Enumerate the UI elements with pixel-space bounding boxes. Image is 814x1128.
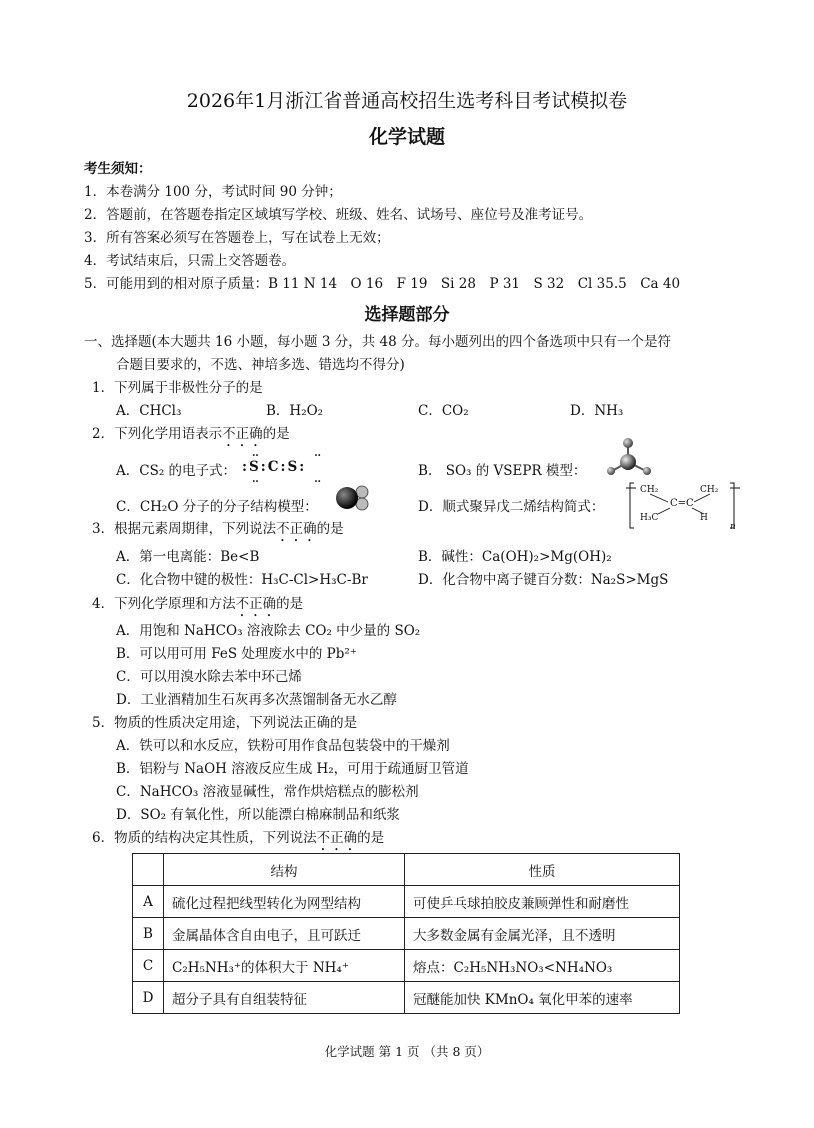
notice-item-1: 1．本卷满分 100 分，考试时间 90 分钟； — [84, 184, 342, 200]
q4-option-d: D．工业酒精加生石灰再多次蒸馏制备无水乙醇 — [116, 692, 397, 708]
section-title: 选择题部分 — [364, 305, 450, 325]
table-cell: A — [133, 886, 164, 918]
q2-lone-pairs-bottom: ‥ ‥ — [252, 474, 347, 485]
table-cell: B — [133, 918, 164, 950]
notice-heading: 考生须知： — [84, 161, 152, 177]
section-intro-1: 一、选择题(本大题共 16 小题，每小题 3 分，共 48 分。每小题列出的四个备选项中只有一个是符 — [84, 334, 671, 350]
table-header-row — [133, 854, 680, 886]
q2-emphasis: 不正确 — [222, 426, 263, 442]
q4-option-c: C．可以用溴水除去苯中环己烯 — [116, 669, 302, 685]
ch2o-model-icon — [334, 484, 374, 512]
q5-option-a: A．铁可以和水反应，铁粉可用作食品包装袋中的干燥剂 — [116, 738, 450, 754]
q2-option-b: B. SO₃ 的 VSEPR 模型： — [418, 463, 587, 479]
q1-stem: 1．下列属于非极性分子的是 — [92, 380, 263, 396]
q1-option-c: C．CO₂ — [418, 403, 469, 419]
q4-option-a: A．用饱和 NaHCO₃ 溶液除去 CO₂ 中少量的 SO₂ — [116, 623, 421, 639]
notice-item-5: 5．可能用到的相对原子质量：B 11 N 14 O 16 F 19 Si 28 P 31 S 32 Cl 35.5 Ca 40 — [84, 276, 681, 292]
table-cell: 可使乒乓球拍胶皮兼顾弹性和耐磨性 — [405, 886, 680, 918]
q4-option-b: B．可以用可用 FeS 处理废水中的 Pb²⁺ — [116, 646, 357, 662]
q4-stem: 4．下列化学原理和方法不正确的是 — [92, 596, 304, 612]
table-header-cell: 性质 — [405, 854, 680, 886]
struct-double-bond: C=C — [670, 498, 694, 509]
q5-option-b: B．铝粉与 NaOH 溶液反应生成 H₂，可用于疏通厨卫管道 — [116, 761, 469, 777]
table-row — [133, 950, 680, 982]
q4-emphasis: 不正确 — [235, 596, 277, 612]
notice-item-2: 2．答题前，在答题卷指定区域填写学校、班级、姓名、试场号、座位号及准考证号。 — [84, 207, 593, 223]
table-cell: 硫化过程把线型转化为网型结构 — [164, 886, 405, 918]
so3-vsepr-model-icon — [604, 436, 658, 478]
struct-ch2-left: CH₂ — [640, 485, 659, 495]
table-row — [133, 982, 680, 1014]
q3-option-c: C．化合物中键的极性：H₃C-Cl>H₃C-Br — [116, 572, 368, 588]
notice-item-4: 4．考试结束后，只需上交答题卷。 — [84, 253, 296, 269]
q3-option-a: A．第一电离能：Be<B — [116, 549, 260, 565]
q1-option-b: B．H₂O₂ — [266, 403, 324, 419]
table-header-cell — [133, 854, 164, 886]
q2-option-a: A．CS₂ 的电子式： — [116, 463, 237, 479]
q2-cs2-electron-formula: :S:C:S: — [242, 459, 307, 475]
table-cell: 冠醚能加快 KMnO₄ 氧化甲苯的速率 — [405, 982, 680, 1014]
q5-option-c: C．NaHCO₃ 溶液显碱性，常作烘焙糕点的膨松剂 — [116, 784, 419, 800]
table-row — [133, 918, 680, 950]
struct-ch2-right: CH₂ — [700, 485, 719, 495]
q5-stem: 5．物质的性质决定用途，下列说法正确的是 — [92, 715, 358, 731]
q2-stem: 2．下列化学用语表示不正确的是 — [92, 426, 290, 442]
q2-lone-pairs-top: ‥ ‥ — [252, 448, 347, 459]
q3-stem: 3．根据元素周期律，下列说法不正确的是 — [92, 521, 344, 537]
exam-title: 2026年1月浙江省普通高校招生选考科目考试模拟卷 — [186, 90, 628, 112]
q1-option-a: A．CHCl₃ — [116, 403, 182, 419]
table-row — [133, 886, 680, 918]
q3-option-b: B．碱性：Ca(OH)₂>Mg(OH)₂ — [418, 549, 612, 565]
table-cell: 熔点：C₂H₅NH₃NO₃<NH₄NO₃ — [405, 950, 680, 982]
q3-emphasis: 不正确 — [276, 521, 317, 537]
section-intro-2: 合题目要求的，不选、神培多选、错选均不得分) — [116, 357, 405, 373]
struct-h3c: H₃C — [640, 513, 659, 523]
q5-option-d: D．SO₂ 有氧化性，所以能漂白棉麻制品和纸浆 — [116, 807, 400, 823]
q6-table — [132, 853, 680, 1014]
table-cell: 超分子具有自组装特征 — [164, 982, 405, 1014]
page-footer: 化学试题 第 1 页 （共 8 页） — [324, 1044, 490, 1059]
q6-emphasis: 不正确 — [316, 830, 358, 846]
q2-option-d: D．顺式聚异戊二烯结构简式： — [418, 499, 605, 515]
q3-option-d: D．化合物中离子键百分数：Na₂S>MgS — [418, 572, 669, 588]
struct-h: H — [700, 513, 708, 523]
q2-option-c: C．CH₂O 分子的分子结构模型： — [116, 499, 318, 515]
table-cell: C₂H₅NH₃⁺的体积大于 NH₄⁺ — [164, 950, 405, 982]
q1-option-d: D．NH₃ — [570, 403, 624, 419]
table-cell: D — [133, 982, 164, 1014]
notice-item-3: 3．所有答案必须写在答题卷上，写在试卷上无效； — [84, 230, 390, 246]
q6-stem: 6．物质的结构决定其性质，下列说法不正确的是 — [92, 830, 385, 846]
table-header-cell: 结构 — [164, 854, 405, 886]
table-cell: 金属晶体含自由电子，且可跃迁 — [164, 918, 405, 950]
table-cell: C — [133, 950, 164, 982]
subject-title: 化学试题 — [368, 126, 445, 148]
table-cell: 大多数金属有金属光泽，且不透明 — [405, 918, 680, 950]
struct-n: n — [730, 522, 736, 532]
